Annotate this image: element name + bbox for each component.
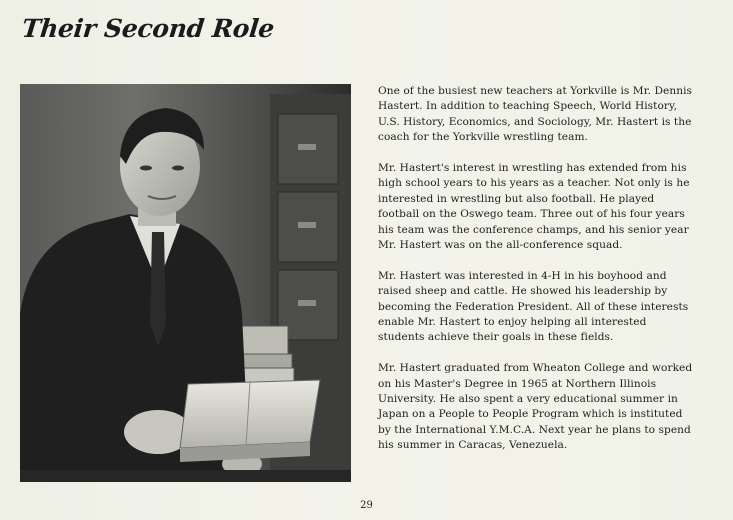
paragraph: Mr. Hastert graduated from Wheaton College and worked on his Master's Degree in 1965 at Northern Illinois University. He also spent a very educational summer in Japan on a People to People Program which is instituted by the International Y.M.C.A. Next year he plans to spend his summer in Caracas, Venezuela. xyxy=(378,362,693,452)
paragraph: Mr. Hastert's interest in wrestling has extended from his high school years to his years as a teacher. Not only is he interested in wrestling but also football. He played football on the Oswego team. Three out of his four years his team was the conference champs, and his senior year Mr. Hastert was on the all-conference squad. xyxy=(378,162,690,252)
paragraph: One of the busiest new teachers at Yorkville is Mr. Dennis Hastert. In addition to teaching Speech, World History, U.S. History, Economics, and Sociology, Mr. Hastert is the coach for the Yorkville wrestling team. xyxy=(378,85,693,144)
portrait-photo-icon xyxy=(20,84,351,482)
portrait-photo xyxy=(20,84,351,482)
page-number: 29 xyxy=(360,500,373,511)
page-title: Their Second Role xyxy=(20,14,276,43)
article-body xyxy=(378,84,693,469)
paragraph: Mr. Hastert was interested in 4-H in his boyhood and raised sheep and cattle. He showed his leadership by becoming the Federation President. All of these interests enable Mr. Hastert to enjoy helping all interested students achieve their goals in these fields. xyxy=(378,269,689,344)
